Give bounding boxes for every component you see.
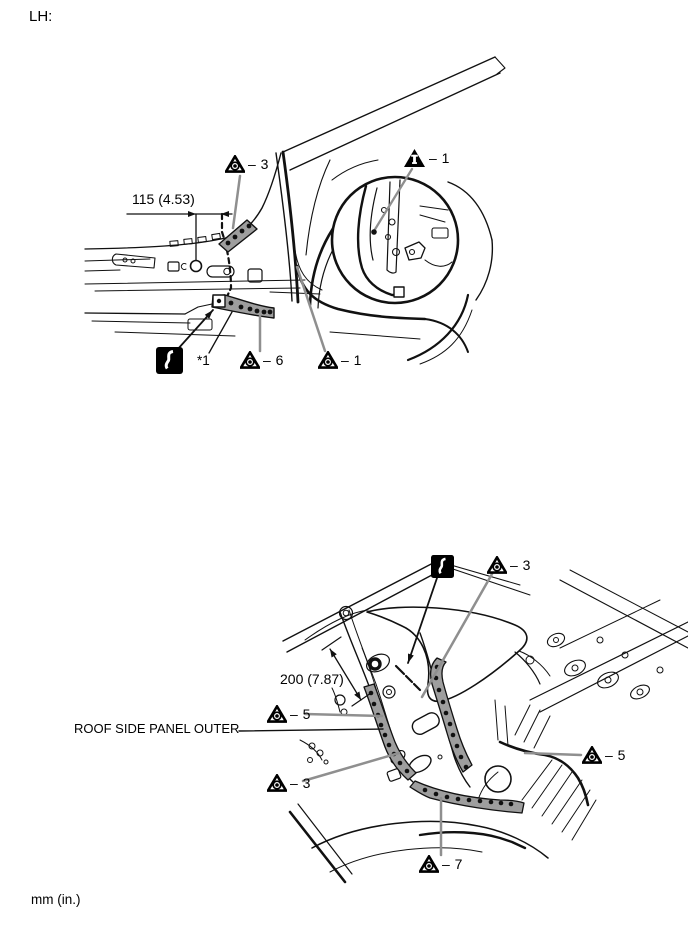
spot-weld-marker-3-top: [487, 556, 531, 574]
leader-panel-label: [239, 729, 383, 731]
spot-weld-triangle-icon: [240, 351, 260, 369]
leader-spot5-right: [525, 753, 581, 755]
spot-weld-marker-1: [318, 351, 362, 369]
spot-weld-marker-6: [240, 351, 284, 369]
leader-note1: [209, 312, 232, 353]
roof-side-panel-outer-label: ROOF SIDE PANEL OUTER: [74, 721, 240, 736]
leader-spot1: [297, 267, 325, 351]
page-header-label: LH:: [29, 8, 53, 25]
leader-spot5-left: [305, 714, 382, 716]
page-footer-units-label: mm (in.): [31, 892, 81, 907]
spot-weld-triangle-icon: [487, 556, 507, 574]
marker-label: – 1: [429, 150, 450, 166]
note-asterisk1-label: *1: [197, 353, 210, 368]
leader-sealer2: [408, 578, 437, 663]
figure1-art: [85, 57, 505, 364]
spot-weld-triangle-icon: [225, 155, 245, 173]
spot-weld-marker-3: [225, 155, 269, 173]
spot-weld-marker-7: [419, 855, 463, 873]
marker-label: – 5: [605, 747, 626, 763]
marker-label: – 3: [290, 775, 311, 791]
braze-marker-1: [403, 148, 450, 168]
leader-spot3: [233, 176, 240, 228]
spot-weld-marker-5-left: [267, 705, 311, 723]
dimension-115-label: 115 (4.53): [132, 191, 195, 207]
spot-weld-marker-3-lower: [267, 774, 311, 792]
spot-weld-marker-5-right: [582, 746, 626, 764]
hidden-edge-dashed-line: [222, 214, 231, 303]
figure2-weld-strip-bottom: [410, 781, 524, 813]
spot-weld-triangle-icon: [267, 705, 287, 723]
figure1-dimension-115: [127, 211, 232, 260]
spot-weld-triangle-icon: [419, 855, 439, 873]
figure1-weld-strip-lower: [212, 295, 274, 318]
spot-weld-triangle-icon: [318, 351, 338, 369]
braze-triangle-icon: [403, 148, 426, 168]
marker-label: – 3: [510, 557, 531, 573]
marker-label: – 1: [341, 352, 362, 368]
body-sealer-symbol-1: [156, 347, 183, 374]
body-sealer-symbol-2: [431, 555, 454, 578]
marker-label: – 3: [248, 156, 269, 172]
marker-label: – 5: [290, 706, 311, 722]
dimension-200-label: 200 (7.87): [280, 671, 344, 687]
spot-weld-triangle-icon: [267, 774, 287, 792]
marker-label: – 6: [263, 352, 284, 368]
figure1-weld-strip-upper: [219, 220, 257, 252]
body-sealer-icon: [156, 347, 183, 374]
leader-spot3-lower: [303, 753, 399, 781]
spot-weld-triangle-icon: [582, 746, 602, 764]
marker-label: – 7: [442, 856, 463, 872]
body-sealer-icon: [431, 555, 454, 578]
